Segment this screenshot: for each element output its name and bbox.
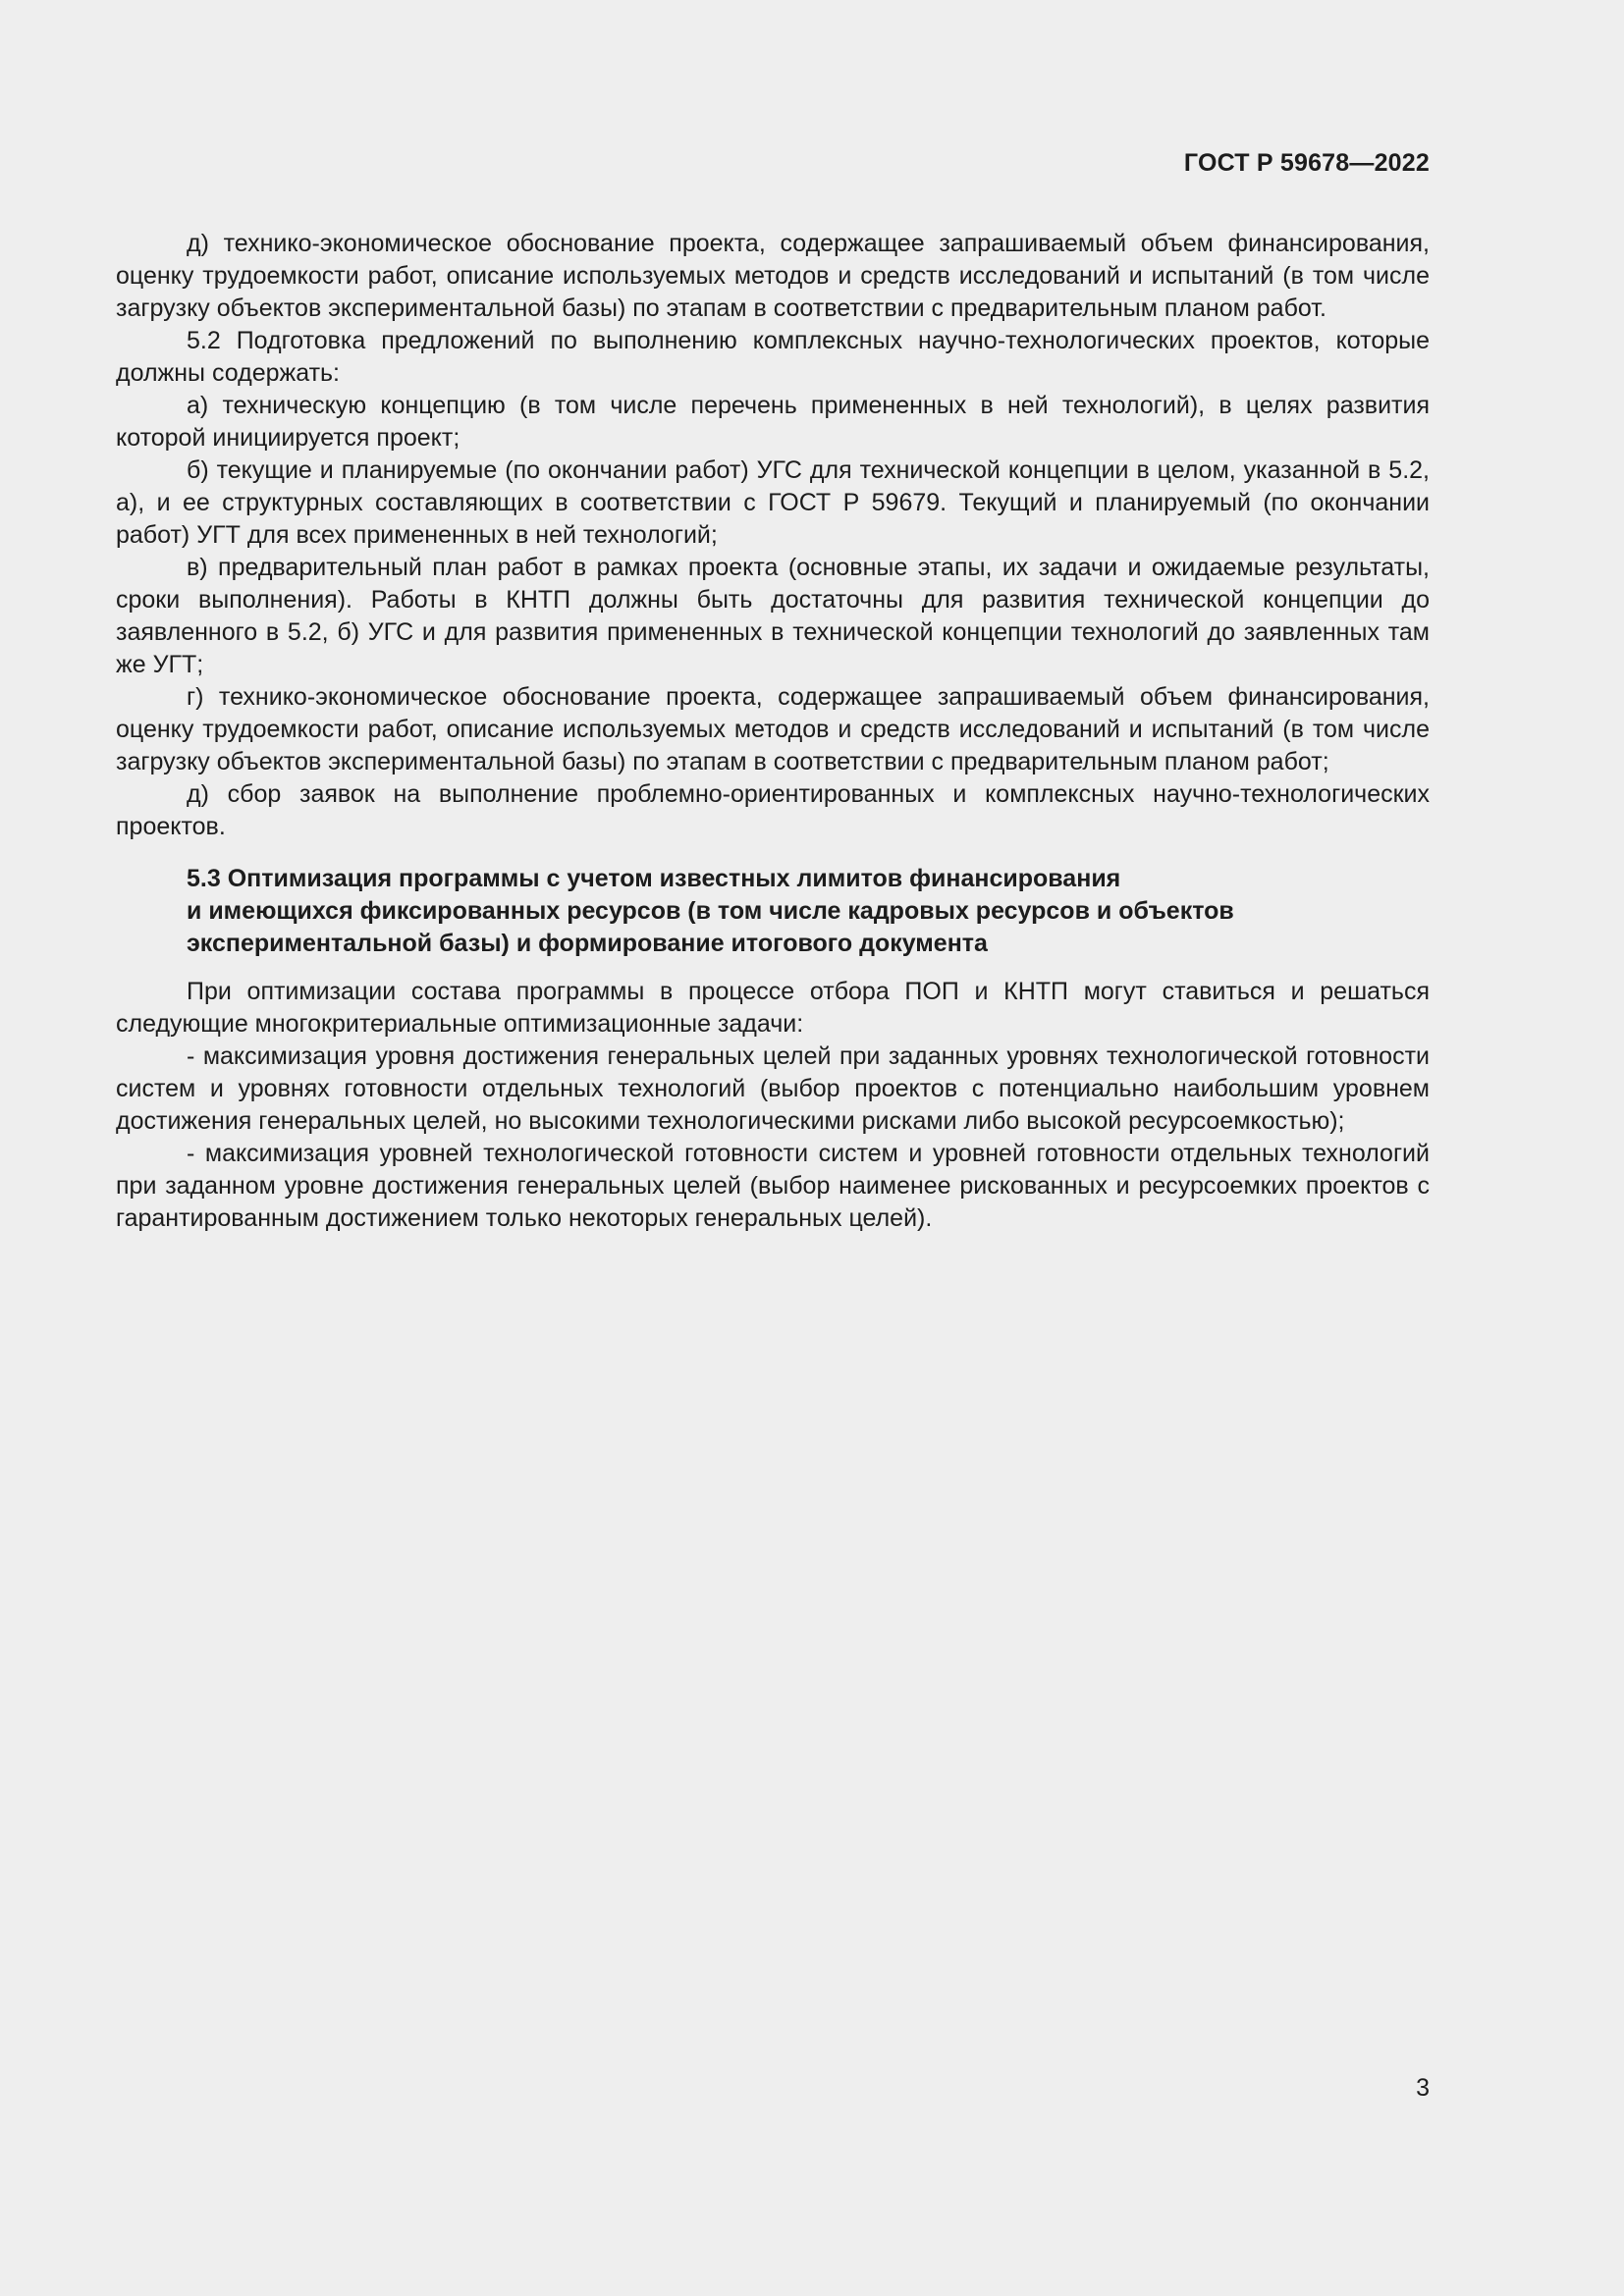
paragraph-clause-5-2: 5.2 Подготовка предложений по выполнению комплексных научно-технологических проектов, которые должны содержать: <box>116 327 1430 387</box>
paragraph-item-a-concept: а) техническую концепцию (в том числе перечень примененных в ней технологий), в целях развития которой инициируется проект; <box>116 392 1430 452</box>
section-heading-line: экспериментальной базы) и формирование итогового документа <box>187 930 988 957</box>
paragraph-optimization-task-1: - максимизация уровня достижения генеральных целей при заданных уровнях технологической готовности систем и уровнях готовности отдельных технологий (выбор проектов с потенциально наибольшим уровнем достижения генеральных целей, но высокими технологическими рисками либо высокой ресурсоемкостью); <box>116 1042 1430 1135</box>
paragraph-optimization-task-2: - максимизация уровней технологической готовности систем и уровней готовности отдельных технологий при заданном уровне достижения генеральных целей (выбор наименее рискованных и ресурсоемких проектов с гарантированным достижением только некоторых генеральных целей). <box>116 1140 1430 1232</box>
paragraph-item-d-feasibility: д) технико-экономическое обоснование проекта, содержащее запрашиваемый объем финансирования, оценку трудоемкости работ, описание используемых методов и средств исследований и испытаний (в том числе загрузку объектов экспериментальной базы) по этапам в соответствии с предварительным планом работ. <box>116 230 1430 322</box>
section-heading-line: 5.3 Оптимизация программы с учетом известных лимитов финансирования <box>187 865 1121 892</box>
document-body <box>116 228 1430 1235</box>
standard-designation: ГОСТ Р 59678—2022 <box>1183 149 1430 177</box>
section-heading-5-3 <box>187 863 1430 960</box>
paragraph-optimization-intro: При оптимизации состава программы в процессе отбора ПОП и КНТП могут ставиться и решаться следующие многокритериальные оптимизационные задачи: <box>116 978 1430 1038</box>
paragraph-item-g-feasibility: г) технико-экономическое обоснование проекта, содержащее запрашиваемый объем финансирования, оценку трудоемкости работ, описание используемых методов и средств исследований и испытаний (в том числе загрузку объектов экспериментальной базы) по этапам в соответствии с предварительным планом работ; <box>116 683 1430 775</box>
section-heading-line: и имеющихся фиксированных ресурсов (в том числе кадровых ресурсов и объектов <box>187 897 1234 925</box>
paragraph-item-v-work-plan: в) предварительный план работ в рамках проекта (основные этапы, их задачи и ожидаемые результаты, сроки выполнения). Работы в КНТП должны быть достаточны для развития технической концепции до заявленного в 5.2, б) УГС и для развития примененных в технической концепции технологий до заявленных там же УГТ; <box>116 554 1430 678</box>
paragraph-item-d-applications: д) сбор заявок на выполнение проблемно-ориентированных и комплексных научно-технологических проектов. <box>116 780 1430 840</box>
page-number: 3 <box>1416 2074 1430 2102</box>
paragraph-item-b-readiness-levels: б) текущие и планируемые (по окончании работ) УГС для технической концепции в целом, указанной в 5.2, а), и ее структурных составляющих в соответствии с ГОСТ Р 59679. Текущий и планируемый (по окончании работ) УГТ для всех примененных в ней технологий; <box>116 456 1430 549</box>
